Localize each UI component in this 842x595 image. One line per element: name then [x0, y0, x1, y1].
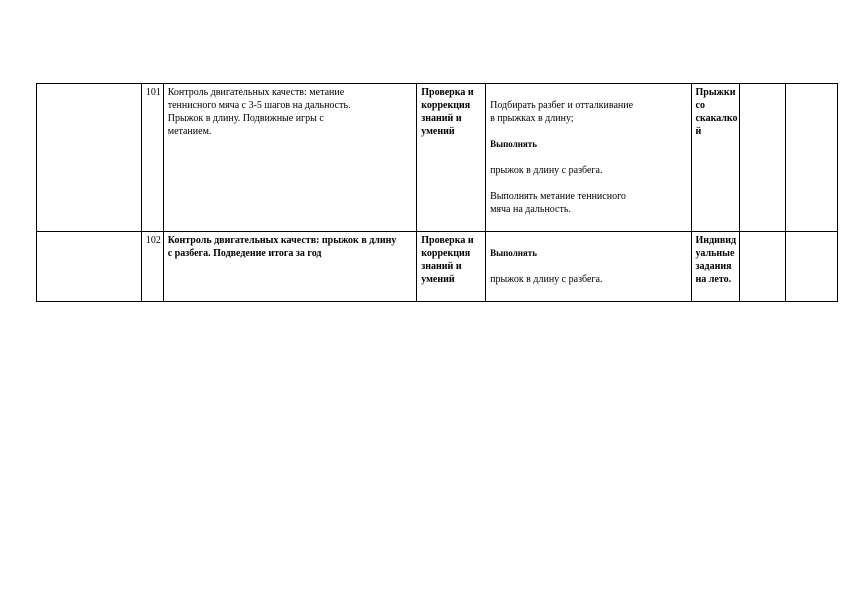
- lesson-plan-table: [36, 83, 838, 302]
- lesson-type-cell: Проверка и коррекция знаний и умений: [417, 84, 486, 232]
- activity-line-bold: Выполнять: [490, 139, 537, 149]
- activity-line: Выполнять метание теннисного мяча на дальность.: [490, 191, 626, 215]
- activity-cell: [486, 84, 691, 232]
- activity-line: Подбирать разбег и отталкивание в прыжках в длину;: [490, 100, 634, 124]
- empty-cell: [785, 232, 838, 302]
- activity-cell: [486, 232, 691, 302]
- lesson-number-cell: 101: [141, 84, 163, 232]
- activity-line-bold: Выполнять: [490, 248, 537, 258]
- homework-cell: Индивид уальные задания на лето.: [691, 232, 739, 302]
- activity-line: прыжок в длину с разбега.: [490, 165, 603, 176]
- activity-line: прыжок в длину с разбега.: [490, 274, 603, 285]
- lesson-type-cell: Проверка и коррекция знаний и умений: [417, 232, 486, 302]
- empty-cell: [37, 232, 142, 302]
- lesson-topic-cell: Контроль двигательных качеств: метание теннисного мяча с 3-5 шагов на дальность. Прыжок в длину. Подвижные игры с метанием.: [163, 84, 417, 232]
- table-row: [37, 84, 838, 232]
- empty-cell: [785, 84, 838, 232]
- table-row: [37, 232, 838, 302]
- lesson-topic-cell: Контроль двигательных качеств: прыжок в длину с разбега. Подведение итога за год: [163, 232, 417, 302]
- empty-cell: [739, 232, 785, 302]
- empty-cell: [739, 84, 785, 232]
- lesson-number-cell: 102: [141, 232, 163, 302]
- homework-cell: Прыжки со скакалко й: [691, 84, 739, 232]
- empty-cell: [37, 84, 142, 232]
